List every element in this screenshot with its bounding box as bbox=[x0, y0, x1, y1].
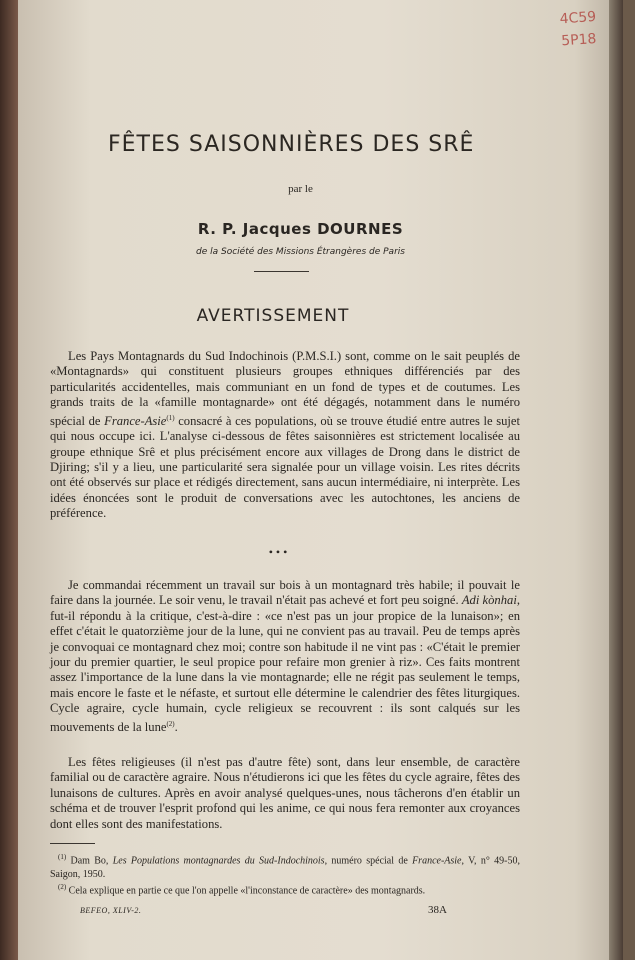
stamp-line-1: 4C59 bbox=[559, 8, 597, 28]
by-line: par le bbox=[288, 183, 313, 195]
footnote-1-after: , V, n° 49-50, Saigon, 1950. bbox=[50, 855, 521, 880]
p1-text-b: consacré à ces populations, où se trouve étudié entre autres le sujet qui nous occupe ici. L'analyse ci-dessous de fêtes saisonnières est strictement localisée au groupe ethnique Srê et plus précisément encore aux villages de Drong dans le district de Djiring; s'il y a lieu, une particularité sera signalée pour un village voisin. Les rites décrits ont été observés sur place et rédigés directement, sans aucun intermédiaire, ni interprète. Les idées énoncées sont le produit de conversations avec les autochtones, les anciens de préférence. bbox=[50, 413, 520, 521]
section-heading: AVERTISSEMENT bbox=[196, 306, 350, 326]
book-page bbox=[18, 0, 623, 960]
footnote-2-text: Cela explique en partie ce que l'on appelle «l'inconstance de caractère» des montagnards. bbox=[66, 885, 426, 897]
p1-text-a: Les Pays Montagnards du Sud Indochinois (P.M.S.I.) sont, comme on le sait peuplés de «Montagnards» qui constituent plusieurs groupes ethniques différenciés par des particularités accidentelles, mais communiant en un fond de types et de coutumes. Les grands traits de la «famille montagnarde» ont été dégagés, notamment dans le numéro spécial de bbox=[50, 349, 520, 428]
paragraph-2: Je commandai récemment un travail sur bois à un montagnard très habile; il pouvait le faire dans la journée. Le soir venu, le travail n'était pas achevé et fort peu soigné. Adi kònhai, fut-il répondu à la critique, c'est-à-dire : «ce n'est pas un jour propice de la lunaison»; en effet c'était le quatorzième jour de la lune, qui ne convient pas au travail. Peu de temps après je convoquai ce montagnard chez moi; contre son habitude il ne vint pas : «C'était le premier jour du premier quartier, le seul propice pour refaire mon grenier à riz». Ces faits montrent assez l'importance de la lune dans la vie montagnarde; elle ne régit pas seulement le temps, mais encore le faste et le néfaste, et surtout elle détermine le calendrier des fêtes liturgiques. Cycle agraire, cycle humain, cycle religieux se recouvrent : ils sont calqués sur les mouvements de la lune$^{(2)}$. bbox=[50, 578, 520, 734]
page-number: 38A bbox=[428, 904, 447, 916]
stamp-line-2: 5P18 bbox=[560, 31, 597, 50]
p2-italic: Adi kònhai bbox=[461, 593, 517, 608]
section-separator: • • • bbox=[268, 545, 288, 559]
footnotes bbox=[50, 851, 520, 898]
footnote-1-before: Dam Bo, bbox=[66, 855, 113, 867]
article-title: FÊTES SAISONNIÈRES DES SRÊ bbox=[108, 132, 475, 157]
footnote-1 bbox=[50, 851, 520, 881]
footnote-2 bbox=[50, 881, 520, 898]
author-name: R. P. Jacques DOURNES bbox=[197, 220, 404, 238]
p3-text: Les fêtes religieuses (il n'est pas d'autre fête) sont, dans leur ensemble, de caractère familial ou de caractère agraire. Nous n'étudierons ici que les fêtes du cycle agraire, fêtes des lunaisons de cultures. Après en avoir analysé quelques-unes, nous tâcherons d'en établir un schéma et de trouver l'esprit profond qui les anime, ce qui nous fera remonter aux croyances dont elles sont des manifestations. bbox=[50, 755, 520, 831]
paragraph-3 bbox=[50, 755, 520, 832]
footnote-2-mark: (2) bbox=[58, 883, 67, 892]
footnote-1-italic-2: France-Asie bbox=[412, 855, 462, 867]
footnote-ref-1: (1) bbox=[166, 413, 175, 422]
p2-text-a: Je commandai récemment un travail sur bois à un montagnard très habile; il pouvait le faire dans la journée. Le soir venu, le travail n'était pas achevé et fort peu soigné. bbox=[50, 578, 520, 608]
p1-italic: France-Asie bbox=[104, 413, 167, 428]
title-divider bbox=[254, 271, 309, 272]
page-edge-shadow bbox=[609, 0, 623, 960]
paragraph-1 bbox=[50, 349, 520, 522]
footnote-1-mark: (1) bbox=[58, 853, 67, 861]
footnote-1-middle: , numéro spécial de bbox=[324, 855, 413, 867]
p2-text-b: , fut-il répondu à la critique, c'est-à-dire : «ce n'est pas un jour propice de la lunaison»; en effet c'était le quatorzième jour de la lune, qui ne convient pas au travail. Peu de temps après je convoquai ce montagnard chez moi; contre son habitude il ne vint pas : «C'était le premier jour du premier quartier, le seul propice pour refaire mon grenier à riz». Ces faits montrent assez l'importance de la lune dans la vie montagnarde; elle ne régit pas seulement le temps, mais encore le faste et le néfaste, et surtout elle détermine le calendrier des fêtes liturgiques. Cycle agraire, cycle humain, cycle religieux se recouvrent : ils sont calqués sur les mouvements de la lune bbox=[50, 593, 520, 734]
footnote-ref-2: (2) bbox=[166, 719, 175, 728]
footnote-divider bbox=[50, 843, 95, 844]
author-affiliation: de la Société des Missions Étrangères de Paris bbox=[196, 247, 405, 257]
footnote-1-italic: Les Populations montagnardes du Sud-Indochinois bbox=[112, 855, 325, 867]
journal-reference: BEFEO, XLIV-2. bbox=[80, 906, 142, 915]
